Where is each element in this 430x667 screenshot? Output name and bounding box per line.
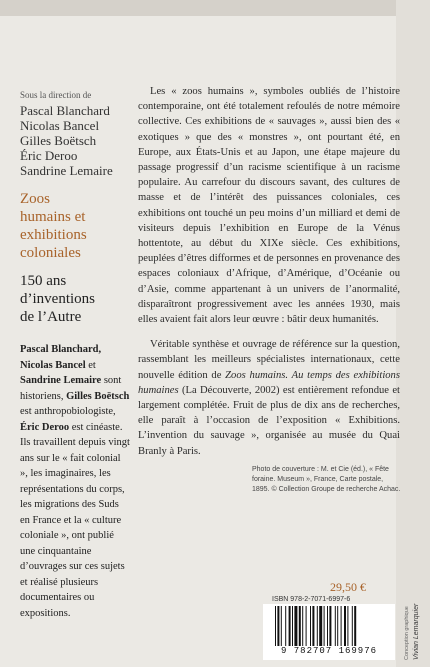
barcode-bar <box>329 606 331 646</box>
bio-names: Gilles Boëtsch <box>66 390 130 402</box>
paragraph-text: (La Découverte, 2002) est entièrement refondue et largement complétée. Fruit de plus de dix ans de recherches, elle paraît à l’occasion de l’exposition « Exhibitions. L’invention du sauvage », organisée au musée du Quai Branly à Paris. <box>138 384 400 457</box>
barcode-bar <box>319 606 322 646</box>
description-paragraph-2 <box>138 337 400 459</box>
bio-text: est anthropobiologiste, <box>20 406 116 417</box>
barcode-bar <box>317 606 318 646</box>
barcode-number: 9 782707 169976 <box>280 646 377 656</box>
author-name: Sandrine Lemaire <box>20 163 113 178</box>
bio-names: Sandrine Lemaire <box>20 375 102 386</box>
barcode-bar <box>341 606 342 646</box>
paragraph-text: Véritable synthèse et ouvrage de référence sur la question, rassemblant les meilleurs spécialistes internationaux, cette nouvelle édition de <box>138 339 400 381</box>
price: 29,50 € <box>330 580 366 594</box>
barcode-bar <box>337 606 338 646</box>
barcode-bar <box>354 606 356 646</box>
title-line: exhibitions <box>20 227 87 243</box>
author-name: Gilles Boëtsch <box>20 133 97 148</box>
description-paragraph-1: Les « zoos humains », symboles oubliés de l’histoire contemporaine, ont été totalement refoulés de notre mémoire collective. Ces exhibitions de « sauvages », aussi bien des « exotiques » que des « monstres », ont pourtant été, en Europe, aux États-Unis et au Japon, une étape majeure du passage progressif d’un racisme scientifique à un racisme populaire. Au carrefour du discours savant, des cultures de masse et de l’intérêt des puissances coloniales, ces exhibitions ont touché un peu moins d’un milliard et demi de visiteurs depuis l’exhibition en Europe de la Vénus hottentote, au début du XIXe siècle. Ces exhibitions, peuplées d’êtres difformes et de personnes en provenance des espaces coloniaux d’Afrique, d’Amérique, d’Océanie ou d’Asie, comme appartenant à un univers de l’anormalité, disparaîtront progressivement avec les années 1930, mais elles avaient fait alors leur œuvre : bâtir deux humanités. <box>138 86 400 326</box>
right-strip <box>396 0 430 667</box>
barcode-bar <box>312 606 314 646</box>
bio-names: Pascal Blanchard, Nicolas Bancel <box>20 344 102 371</box>
barcode-bar <box>344 606 346 646</box>
barcode-bar <box>285 606 286 646</box>
subtitle-line: d’inventions <box>20 291 95 307</box>
cover-photo-caption: Photo de couverture : M. et Cie (éd.), « Fête foraine. Museum », France, Carte postale, 1895. © Collection Groupe de recherche Achac. <box>252 466 401 493</box>
barcode-bar <box>347 606 348 646</box>
barcode-bar <box>302 606 303 646</box>
direction-label: Sous la direction de <box>20 90 92 100</box>
barcode-bar <box>294 606 297 646</box>
book-subtitle <box>20 272 130 326</box>
barcode-bar <box>281 606 282 646</box>
top-strip <box>0 0 430 16</box>
barcode-bar <box>277 606 279 646</box>
design-credit: Conception graphique <box>404 606 410 660</box>
bio-text: est cinéaste. Ils travaillent depuis vingt ans sur le « fait colonial », les imaginaires, les représentations du corps, les migrations des Suds en France et la « culture coloniale », ont publié une cinquantaine d’ouvrages sur ces sujets et réalisé plusieurs documentaires ou expositions. <box>20 421 130 619</box>
designer-signature: Vivian Lemarquier <box>413 603 420 660</box>
author-name: Pascal Blanchard <box>20 103 110 118</box>
barcode <box>263 604 395 660</box>
left-column <box>20 90 130 621</box>
subtitle-line: de l’Autre <box>20 309 82 325</box>
bio-text: sont historiens, <box>20 375 122 402</box>
author-name: Nicolas Bancel <box>20 118 100 133</box>
barcode-bar <box>324 606 325 646</box>
barcode-bar <box>335 606 336 646</box>
barcode-bar <box>289 606 291 646</box>
subtitle-line: 150 ans <box>20 273 67 289</box>
isbn: ISBN 978-2-7071-6997-6 <box>272 596 351 603</box>
author-name: Éric Deroo <box>20 148 78 163</box>
barcode-bar <box>299 606 301 646</box>
barcode-bar <box>352 606 353 646</box>
barcode-bar <box>306 606 307 646</box>
title-line: humains et <box>20 209 86 225</box>
barcode-bar <box>292 606 293 646</box>
barcode-bar <box>327 606 328 646</box>
barcode-bar <box>310 606 311 646</box>
title-line: Zoos <box>20 191 50 207</box>
book-title <box>20 190 130 262</box>
barcode-bar <box>275 606 276 646</box>
authors-bio <box>20 342 130 621</box>
barcode-bars <box>273 606 385 646</box>
paragraph-italic: Zoos humains. Au temps des exhibitions humaines <box>138 369 400 396</box>
bio-names: Éric Deroo <box>20 421 70 433</box>
bio-text: et <box>85 359 96 371</box>
title-line: coloniales <box>20 245 81 261</box>
description-column <box>138 84 400 459</box>
